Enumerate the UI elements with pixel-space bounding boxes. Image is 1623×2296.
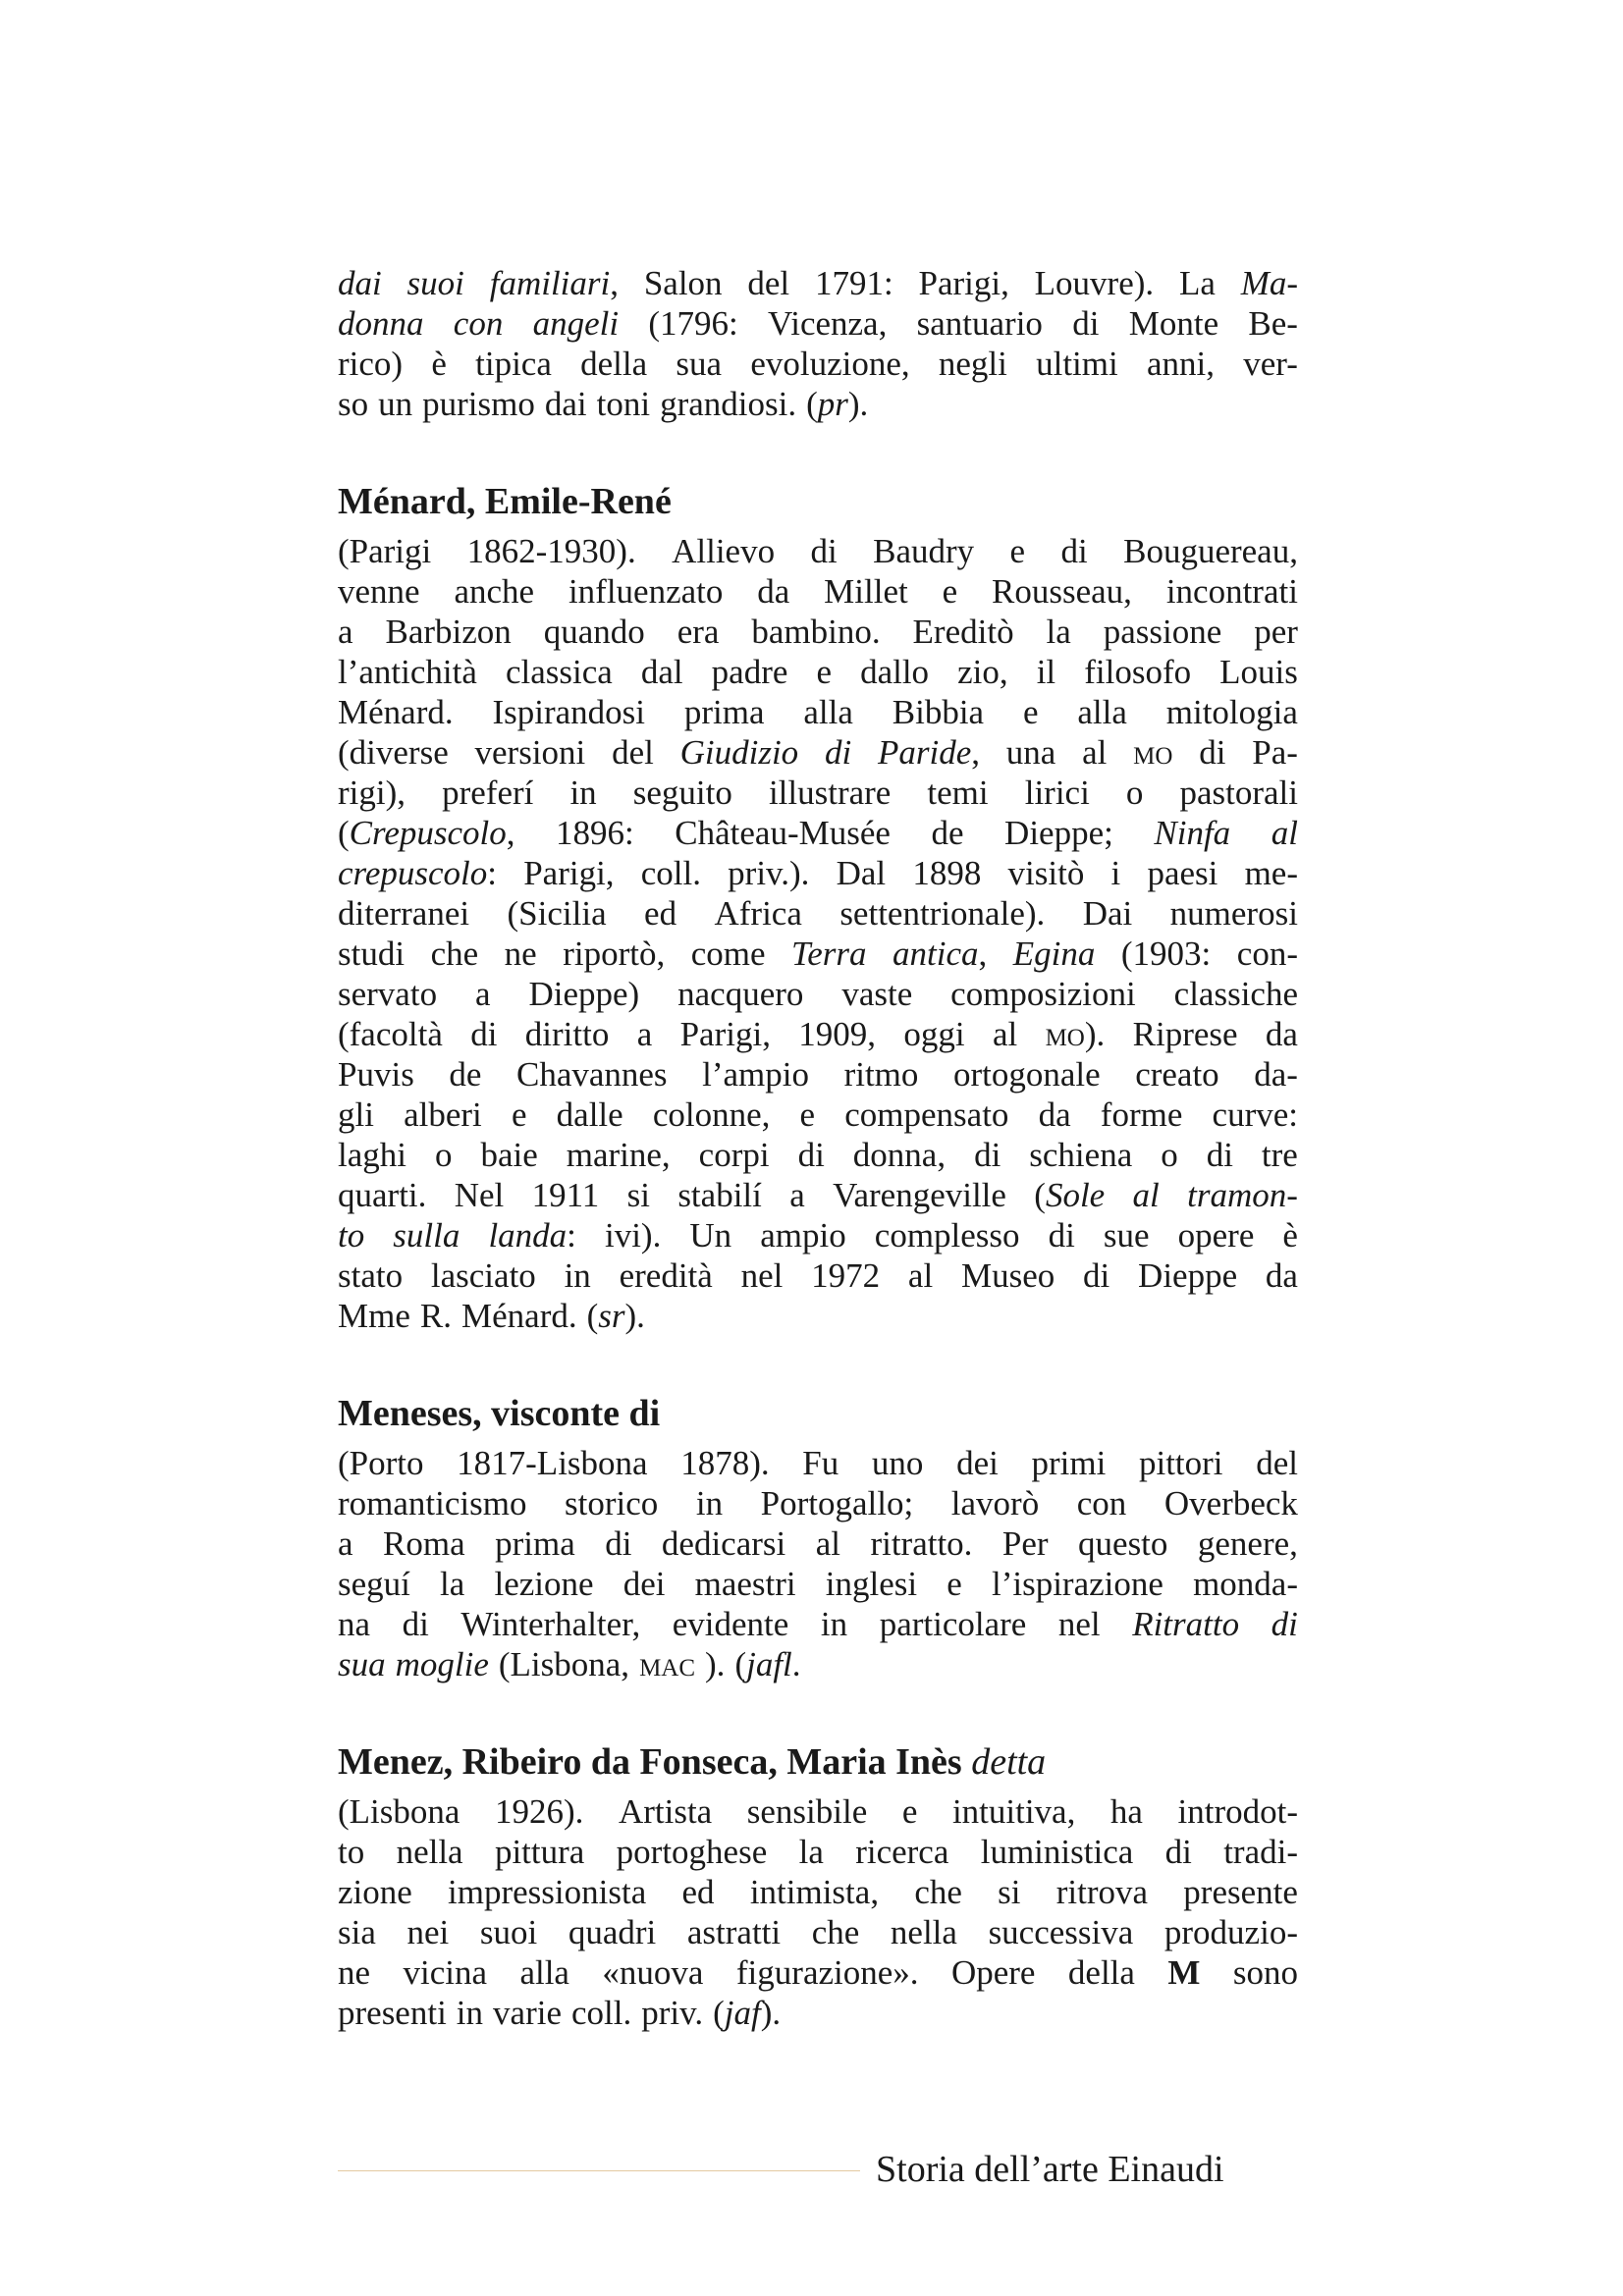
entry-line: ne vicina alla «nuova figurazione». Opere della M sono [338, 1953, 1298, 1992]
entry-line: sua moglie (Lisbona, mac ). (jafl. [338, 1645, 801, 1683]
entry-line: na di Winterhalter, evidente in particolare nel Ritratto di [338, 1605, 1298, 1643]
entry-line: Puvis de Chavannes l’ampio ritmo ortogonale creato da- [338, 1055, 1298, 1094]
entry-heading: Menez, Ribeiro da Fonseca, Maria Inès detta [338, 1741, 1047, 1783]
entry [338, 1392, 1298, 1684]
entry [338, 1740, 1298, 2033]
intro-paragraph [338, 263, 1298, 424]
page-body [338, 263, 1298, 2089]
entry-line: venne anche influenzato da Millet e Rousseau, incontrati [338, 572, 1298, 611]
entry-line: (Crepuscolo, 1896: Château-Musée de Dieppe; Ninfa al [338, 814, 1298, 852]
entry-line: gli alberi e dalle colonne, e compensato da forme curve: [338, 1095, 1298, 1134]
intro-line: so un purismo dai toni grandiosi. (pr). [338, 385, 869, 423]
entry [338, 480, 1298, 1336]
entry-line: a Barbizon quando era bambino. Ereditò la passione per [338, 613, 1298, 651]
footer-rule [338, 2170, 860, 2171]
entry-line: Ménard. Ispirandosi prima alla Bibbia e alla mitologia [338, 693, 1298, 731]
entry-line: (Parigi 1862-1930). Allievo di Baudry e di Bouguereau, [338, 532, 1298, 570]
entry-line: to sulla landa: ivi). Un ampio complesso di sue opere è [338, 1216, 1298, 1255]
entry-line: Mme R. Ménard. (sr). [338, 1297, 645, 1335]
entry-line: (Porto 1817-Lisbona 1878). Fu uno dei primi pittori del [338, 1444, 1298, 1482]
entry-line: sia nei suoi quadri astratti che nella successiva produzio- [338, 1913, 1298, 1951]
entry-line: quarti. Nel 1911 si stabilí a Varengeville (Sole al tramon- [338, 1176, 1298, 1214]
entry-line: studi che ne riportò, come Terra antica, Egina (1903: con- [338, 934, 1298, 973]
footer-title: Storia dell’arte Einaudi [876, 2149, 1224, 2190]
entry-heading: Ménard, Emile-René [338, 481, 672, 522]
entry-line: rigi), preferí in seguito illustrare temi lirici o pastorali [338, 774, 1298, 812]
entry-heading: Meneses, visconte di [338, 1393, 661, 1434]
entry-line: diterranei (Sicilia ed Africa settentrionale). Dai numerosi [338, 894, 1298, 933]
entry-line: zione impressionista ed intimista, che si ritrova presente [338, 1873, 1298, 1911]
entry-line: laghi o baie marine, corpi di donna, di schiena o di tre [338, 1136, 1298, 1174]
entries-list [338, 480, 1298, 2033]
entry-line: servato a Dieppe) nacquero vaste composizioni classiche [338, 975, 1298, 1013]
entry-line: presenti in varie coll. priv. (jaf). [338, 1994, 782, 2032]
entry-line: l’antichità classica dal padre e dallo zio, il filosofo Louis [338, 653, 1298, 691]
entry-line: (facoltà di diritto a Parigi, 1909, oggi al mo). Riprese da [338, 1015, 1298, 1053]
intro-line: dai suoi familiari, Salon del 1791: Parigi, Louvre). La Ma- [338, 264, 1298, 302]
entry-line: (Lisbona 1926). Artista sensibile e intuitiva, ha introdot- [338, 1792, 1298, 1831]
entry-line: crepuscolo: Parigi, coll. priv.). Dal 1898 visitò i paesi me- [338, 854, 1298, 892]
entry-line: to nella pittura portoghese la ricerca luministica di tradi- [338, 1833, 1298, 1871]
entry-line: seguí la lezione dei maestri inglesi e l’ispirazione monda- [338, 1565, 1298, 1603]
intro-line: donna con angeli (1796: Vicenza, santuario di Monte Be- [338, 304, 1298, 343]
entry-line: romanticismo storico in Portogallo; lavorò con Overbeck [338, 1484, 1298, 1522]
entry-line: (diverse versioni del Giudizio di Paride, una al mo di Pa- [338, 733, 1298, 772]
intro-line: rico) è tipica della sua evoluzione, negli ultimi anni, ver- [338, 345, 1298, 383]
entry-line: stato lasciato in eredità nel 1972 al Museo di Dieppe da [338, 1256, 1298, 1295]
entry-line: a Roma prima di dedicarsi al ritratto. Per questo genere, [338, 1524, 1298, 1563]
